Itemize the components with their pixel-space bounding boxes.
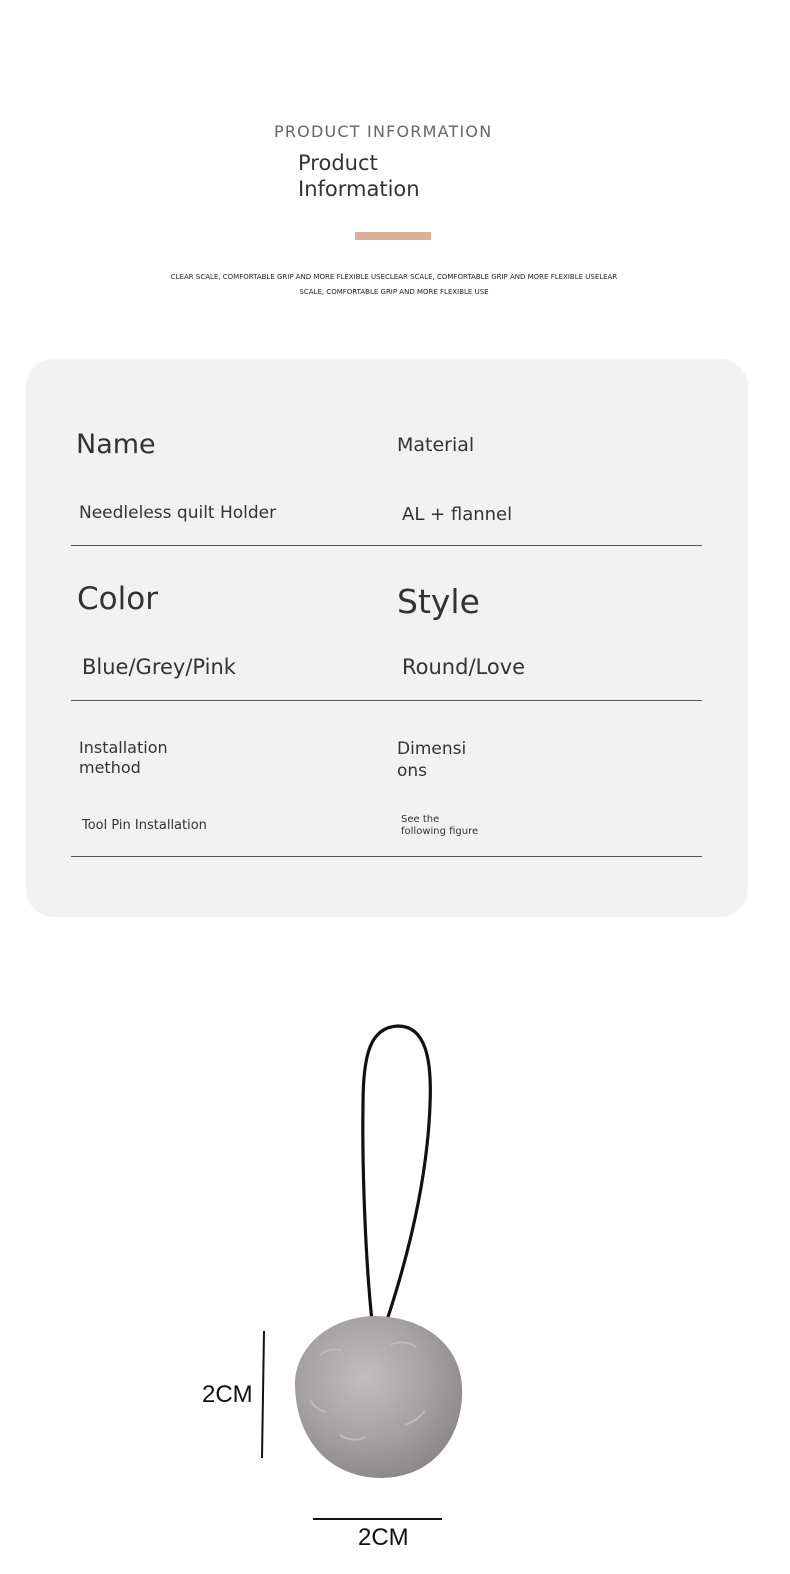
style-value: Round/Love	[402, 655, 526, 679]
material-label: Material	[397, 434, 475, 456]
installation-value: Tool Pin Installation	[82, 818, 207, 833]
name-label: Name	[76, 429, 156, 460]
dimensions-label-line-2: ons	[397, 761, 428, 781]
page-title	[298, 150, 498, 202]
dimensions-value	[401, 814, 478, 838]
height-dimension-line	[262, 1331, 264, 1458]
color-value: Blue/Grey/Pink	[82, 655, 236, 679]
dimensions-value-line-2: following figure	[401, 826, 479, 837]
cord-loop	[363, 1026, 431, 1321]
row-divider-1	[71, 545, 702, 546]
style-label: Style	[397, 582, 480, 621]
product-figure	[190, 1015, 490, 1570]
page-title-line-1: Product	[298, 151, 378, 175]
product-illustration	[190, 1015, 490, 1570]
row-divider-3	[71, 856, 702, 857]
installation-label	[79, 738, 168, 778]
installation-label-line-2: method	[79, 758, 141, 777]
section-kicker: PRODUCT INFORMATION	[274, 122, 493, 141]
dimensions-label	[397, 738, 466, 782]
accent-bar	[355, 232, 431, 240]
row-divider-2	[71, 700, 702, 701]
spec-card	[26, 359, 748, 917]
color-label: Color	[77, 581, 158, 617]
tagline: CLEAR SCALE, COMFORTABLE GRIP AND MORE FLEXIBLE USECLEAR SCALE, COMFORTABLE GRIP AND MORE FLEXIBLE USELEAR SCALE, COMFORTABLE GRIP AND MORE FLEXIBLE USE	[170, 273, 618, 296]
material-value: AL + flannel	[402, 504, 513, 525]
page-title-line-2: Information	[298, 177, 420, 201]
width-dimension-label: 2CM	[358, 1524, 409, 1551]
pom-pom-ball	[295, 1316, 462, 1478]
installation-label-line-1: Installation	[79, 738, 168, 757]
dimensions-value-line-1: See the	[401, 814, 440, 825]
height-dimension-label: 2CM	[202, 1381, 253, 1408]
name-value: Needleless quilt Holder	[79, 503, 277, 523]
dimensions-label-line-1: Dimensi	[397, 739, 467, 759]
